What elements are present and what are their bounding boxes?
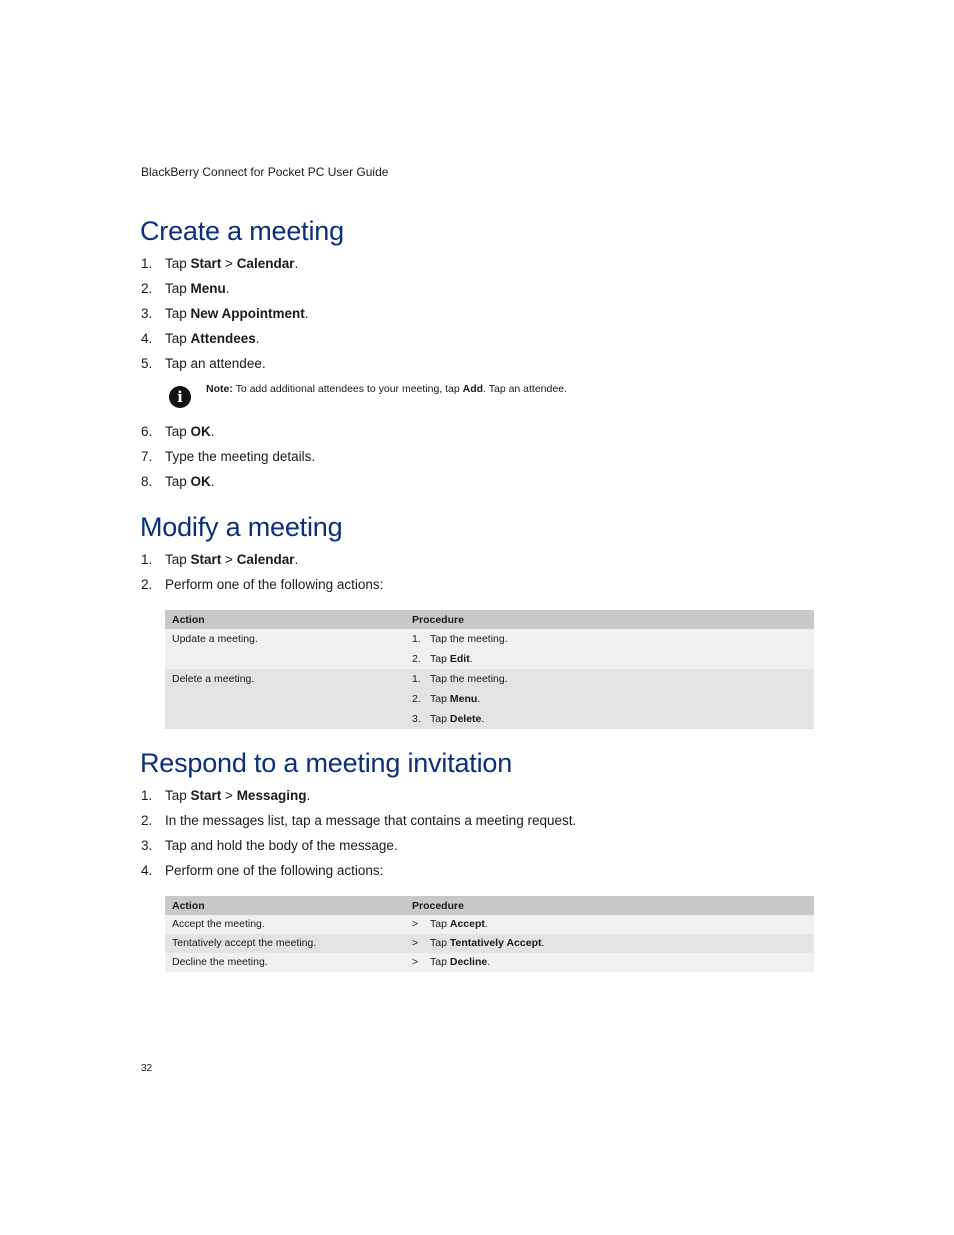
step: 8. Tap OK.: [141, 474, 215, 489]
step: 1. Tap Start > Calendar.: [141, 256, 299, 271]
column-header: Procedure: [405, 610, 814, 629]
modify-steps: [141, 552, 383, 602]
table-row: Delete a meeting. 1. Tap the meeting. 2. Tap Menu. 3. Tap Delete.: [165, 669, 814, 729]
step: 3. Tap and hold the body of the message.: [141, 838, 398, 853]
table-row: Update a meeting. 1. Tap the meeting. 2. Tap Edit.: [165, 629, 814, 669]
column-header: Action: [165, 610, 405, 629]
info-icon: i: [169, 386, 191, 408]
step: 5. Tap an attendee.: [141, 356, 266, 371]
table-row: Tentatively accept the meeting. > Tap Tentatively Accept.: [165, 934, 814, 953]
respond-steps: [141, 788, 576, 888]
respond-table: [165, 896, 814, 972]
running-header: BlackBerry Connect for Pocket PC User Guide: [141, 165, 389, 179]
table-row: Accept the meeting. > Tap Accept.: [165, 915, 814, 934]
create-steps-b: [141, 424, 315, 499]
step: 7. Type the meeting details.: [141, 449, 316, 464]
step: 6. Tap OK.: [141, 424, 215, 439]
step: 3. Tap New Appointment.: [141, 306, 309, 321]
section-title-create: Create a meeting: [140, 216, 344, 246]
step: 4. Tap Attendees.: [141, 331, 260, 346]
page-number: 32: [141, 1063, 153, 1074]
note-text: Note: To add additional attendees to your meeting, tap Add. Tap an attendee.: [206, 383, 567, 395]
step: 2. Perform one of the following actions:: [141, 577, 384, 592]
step: 1. Tap Start > Calendar.: [141, 552, 299, 567]
column-header: Procedure: [405, 896, 814, 915]
section-title-respond: Respond to a meeting invitation: [140, 748, 513, 778]
step: 4. Perform one of the following actions:: [141, 863, 384, 878]
modify-table: [165, 610, 814, 729]
step: 2. Tap Menu.: [141, 281, 230, 296]
create-steps-a: [141, 256, 309, 381]
section-title-modify: Modify a meeting: [140, 512, 343, 542]
column-header: Action: [165, 896, 405, 915]
step: 2. In the messages list, tap a message that contains a meeting request.: [141, 813, 577, 828]
step: 1. Tap Start > Messaging.: [141, 788, 311, 803]
table-row: Decline the meeting. > Tap Decline.: [165, 953, 814, 972]
